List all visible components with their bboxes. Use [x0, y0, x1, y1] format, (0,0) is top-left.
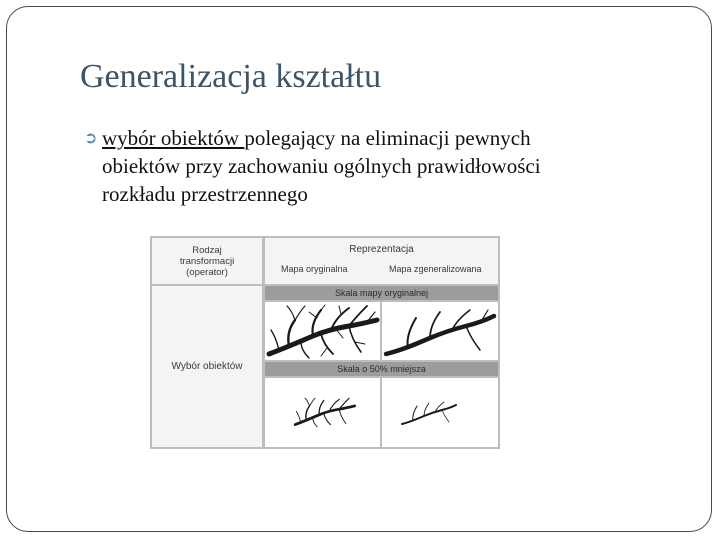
- original-map-drawing: [265, 302, 380, 360]
- bullet-list: [84, 124, 664, 208]
- representation-header: [265, 238, 498, 284]
- generalized-map-drawing: [382, 302, 498, 360]
- generalized-map-reduced-drawing: [382, 378, 498, 447]
- original-map-reduced-drawing: [265, 378, 380, 447]
- river-network-original: [265, 302, 380, 360]
- slide-title: Generalizacja kształtu: [80, 58, 382, 95]
- bullet-item: [84, 124, 664, 152]
- bullet-text-line3: rozkładu przestrzennego: [102, 182, 308, 206]
- bullet-arrow-icon: ➲: [84, 128, 98, 147]
- generalized-map-label: Mapa zgeneralizowana: [389, 264, 482, 274]
- operator-row-label: Wybór obiektów: [152, 286, 262, 447]
- bullet-text-line2: obiektów przy zachowaniu ogólnych prawidłowości: [102, 154, 541, 178]
- original-map-label: Mapa oryginalna: [281, 264, 348, 274]
- generalization-figure: [150, 236, 500, 449]
- river-network-generalized: [382, 302, 498, 360]
- river-network-generalized-reduced: [382, 378, 498, 447]
- river-network-original-reduced: [265, 378, 380, 447]
- operator-header-line1: Rodzaj: [192, 244, 222, 256]
- operator-header-line2: transformacji: [179, 255, 235, 267]
- reduced-scale-band: Skala o 50% mniejsza: [265, 362, 498, 376]
- original-scale-band: Skala mapy oryginalnej: [265, 286, 498, 300]
- representation-title: Reprezentacja: [349, 244, 414, 255]
- operator-header-line3: (operator): [186, 266, 228, 278]
- bullet-text-line1: polegający na eliminacji pewnych: [244, 126, 531, 150]
- bullet-term: wybór obiektów: [102, 126, 245, 150]
- operator-header: [152, 238, 262, 284]
